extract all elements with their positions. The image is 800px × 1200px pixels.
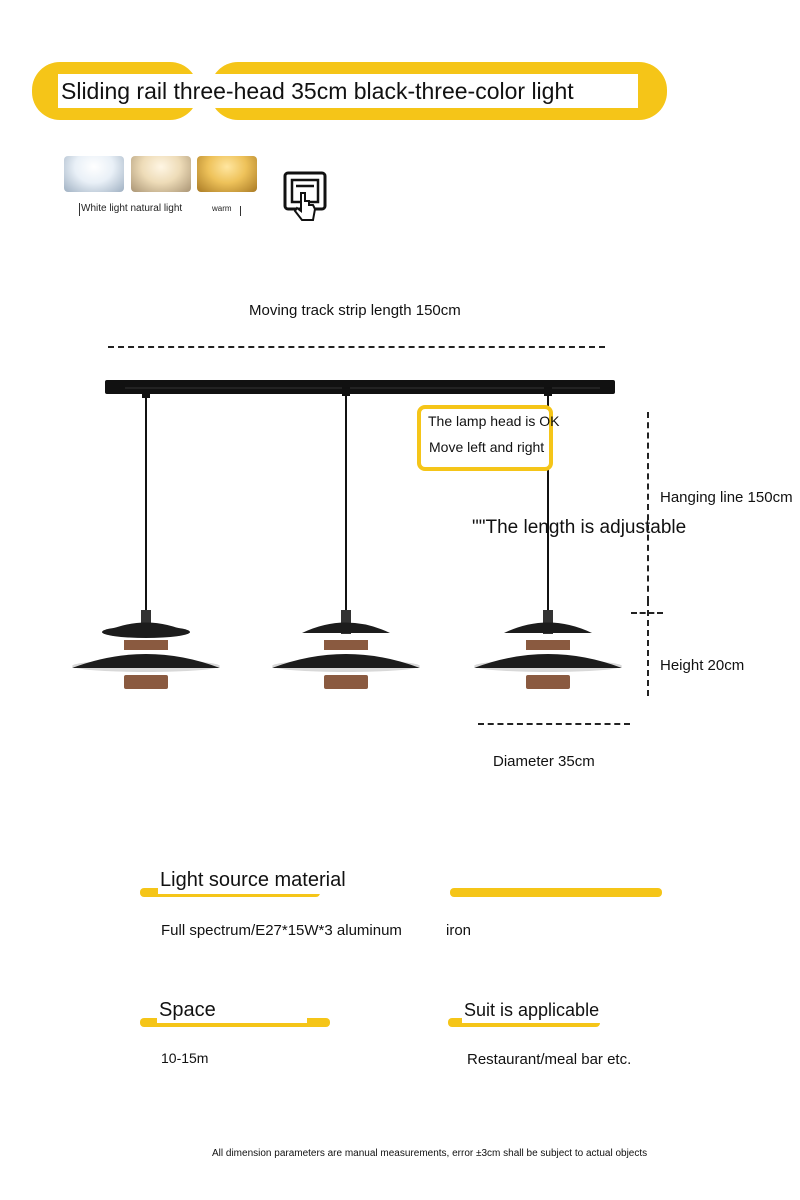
page-title: Sliding rail three-head 35cm black-three-color light — [61, 78, 574, 104]
white-natural-label: White light natural light — [81, 203, 183, 214]
track-length-dashed-line — [108, 346, 605, 348]
label-tick-left — [79, 203, 80, 216]
light-source-bar-right — [450, 888, 662, 897]
space-title: Space — [159, 999, 216, 1021]
warm-label: warm — [212, 204, 232, 213]
light-source-value: Full spectrum/E27*15W*3 aluminum — [161, 922, 402, 939]
touch-switch-icon — [283, 171, 327, 223]
white-light-swatch — [64, 156, 124, 192]
diameter-dashed-line — [478, 723, 630, 725]
light-source-title: Light source material — [160, 869, 346, 891]
material-value: iron — [446, 922, 472, 939]
warm-light-swatch — [197, 156, 257, 192]
suit-value: Restaurant/meal bar etc. — [467, 1051, 632, 1068]
hanging-line-dashed — [647, 412, 649, 602]
label-tick-right — [240, 206, 241, 216]
diameter-label: Diameter 35cm — [493, 753, 595, 770]
callout-line-1: The lamp head is OK — [428, 413, 560, 429]
lamp-1 — [72, 390, 220, 689]
suit-title: Suit is applicable — [464, 1000, 600, 1020]
adjustable-label: ""The length is adjustable — [472, 517, 687, 538]
height-dashed-line — [647, 600, 649, 696]
space-value: 10-15m — [161, 1050, 209, 1066]
footnote: All dimension parameters are manual measurements, error ±3cm shall be subject to actual objects — [212, 1148, 648, 1159]
hanging-line-label: Hanging line 150cm — [660, 489, 793, 506]
height-label: Height 20cm — [660, 657, 745, 674]
natural-light-swatch — [131, 156, 191, 192]
lamp-2 — [272, 384, 420, 689]
callout-line-2: Move left and right — [429, 439, 545, 455]
track-length-label: Moving track strip length 150cm — [249, 302, 461, 319]
